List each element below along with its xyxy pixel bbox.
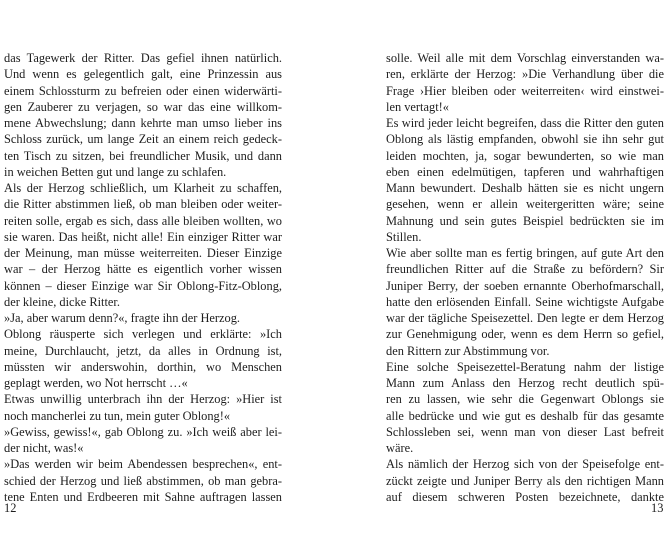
text-line: Mann zum Anlass den Herzog recht deutlich spü-	[386, 376, 664, 390]
text-line: freundlichen Ritter auf die Straße zu befördern? Sir	[386, 262, 664, 277]
text-line: wäre.	[386, 441, 414, 455]
text-line: tene Enten und Erdbeeren mit Sahne auftragen lassen	[4, 489, 282, 504]
text-line: war der tägliche Speisezettel. Den legte er dem Herzog	[386, 311, 664, 325]
text-line: noch mancherlei zu tun, mein guter Oblong!«	[4, 408, 231, 423]
text-line: Stillen.	[386, 229, 422, 244]
text-line: zückt zeigte und Juniper Berry als den richtigen Mann	[386, 473, 664, 488]
text-line: müssten wir anderswohin, dorthin, wo Menschen	[4, 359, 282, 374]
text-line: Mahnung und sein gutes Beispiel bedrückten sie im	[386, 213, 664, 228]
text-line: alle bedrücke und wie gut es deshalb für das gesamte	[386, 408, 664, 423]
page-number-right: 13	[651, 501, 664, 515]
text-line: gesehen, wenn er allein weitergeritten wäre; seine	[386, 197, 664, 212]
text-line: der kleine, dicke Ritter.	[4, 294, 120, 309]
text-line: hatte den erlösenden Einfall. Seine wichtigste Aufgabe	[386, 294, 664, 309]
text-line: »Das werden wir beim Abendessen besprechen«, ent-	[4, 457, 282, 472]
text-line: geplagt werden, wo Not herrscht …«	[4, 376, 188, 390]
text-line: können – dieser Einzige war Sir Oblong-Fitz-Oblong,	[4, 278, 282, 293]
text-line: Mann bewundert. Deshalb hätten sie es nicht ungern	[386, 181, 664, 195]
text-line: Juniper Berry, der soeben ernannte Oberhofmarschall,	[386, 278, 664, 293]
text-line: zur Genehmigung oder, wenn es dem Herrn so gefiel,	[386, 327, 664, 342]
text-line: der nicht, was!«	[4, 441, 84, 455]
text-line: »Gewiss, gewiss!«, gab Oblong zu. »Ich weiß aber lei-	[4, 424, 282, 439]
page-number-left: 12	[4, 501, 17, 515]
text-line: Als nämlich der Herzog sich von der Speisefolge ent-	[386, 457, 664, 472]
text-line: einem Schlossturm zu befreien oder einen widerwärti-	[4, 83, 282, 98]
text-line: auf diesem schweren Posten bezeichnete, dankte	[386, 489, 664, 504]
text-line: leiden mochten, ja, sogar bewunderten, so wie man	[386, 148, 664, 163]
text-line: ten Tisch zu sitzen, bei freundlicher Musik, und dann	[4, 148, 282, 163]
text-line: das Tagewerk der Ritter. Das gefiel ihnen natürlich.	[4, 51, 282, 65]
text-line: len vertagt!«	[386, 99, 449, 114]
text-line: gen Zauberer zu verjagen, so war das eine willkom-	[4, 99, 282, 114]
text-line: Oblong als lästig empfanden, obwohl sie ihn sehr gut	[386, 132, 664, 147]
text-line: eben einen edelmütigen, tapferen und wahrhaftigen	[386, 164, 664, 179]
text-line: »Ja, aber warum denn?«, fragte ihn der Herzog.	[4, 311, 241, 325]
text-line: der Meinung, man müsse weiterreiten. Dieser Einzige	[4, 246, 282, 260]
text-line: Etwas unwillig unterbrach ihn der Herzog: »Hier ist	[4, 392, 282, 407]
text-line: war – der Herzog hätte es eigentlich vorher wissen	[4, 262, 282, 277]
text-line: in weichen Betten gut und lange zu schlafen.	[4, 164, 227, 179]
text-line: sie waren. Das heißt, nicht alle! Ein einziger Ritter war	[4, 229, 282, 244]
right-page-text	[386, 50, 664, 505]
text-line: reiten solle, ergab es sich, dass alle bleiben wollten, wo	[4, 213, 282, 228]
text-line: solle. Weil alle mit dem Vorschlag einverstanden wa-	[386, 51, 664, 65]
text-line: mene Abwechslung; dann kehrte man umso lieber ins	[4, 116, 282, 130]
text-line: meine, Durchlaucht, jetzt, da alles in Ordnung ist,	[4, 343, 282, 358]
text-line: ren, erklärte der Herzog: »Die Verhandlung über die	[386, 67, 664, 82]
text-line: Wie aber sollte man es fertig bringen, auf gute Art den	[386, 246, 664, 260]
text-line: Es wird jeder leicht begreifen, dass die Ritter den guten	[386, 116, 664, 130]
text-line: Und wenn es gelegentlich galt, eine Prinzessin aus	[4, 67, 282, 82]
text-line: schied der Herzog und ließ abstimmen, ob man gebra-	[4, 473, 282, 488]
text-line: Frage ›Hier bleiben oder weiterreiten‹ wird einstwei-	[386, 83, 664, 98]
text-line: die Ritter abstimmen ließ, ob man bleiben oder weiter-	[4, 197, 282, 212]
text-line: Schloss zurück, um lange Zeit an einem reich gedeck-	[4, 132, 282, 147]
left-page-text	[4, 50, 282, 505]
text-line: Eine solche Speisezettel-Beratung nahm der listige	[386, 359, 664, 374]
text-line: Als der Herzog schließlich, um Klarheit zu schaffen,	[4, 181, 282, 195]
text-line: ren zu lassen, wie sehr die Gegenwart Oblongs sie	[386, 392, 664, 407]
text-line: den Rittern zur Abstimmung vor.	[386, 343, 550, 358]
text-line: Oblong räusperte sich verlegen und erklärte: »Ich	[4, 327, 282, 342]
text-line: Schlossleben sei, wenn man von dieser Last befreit	[386, 424, 664, 439]
